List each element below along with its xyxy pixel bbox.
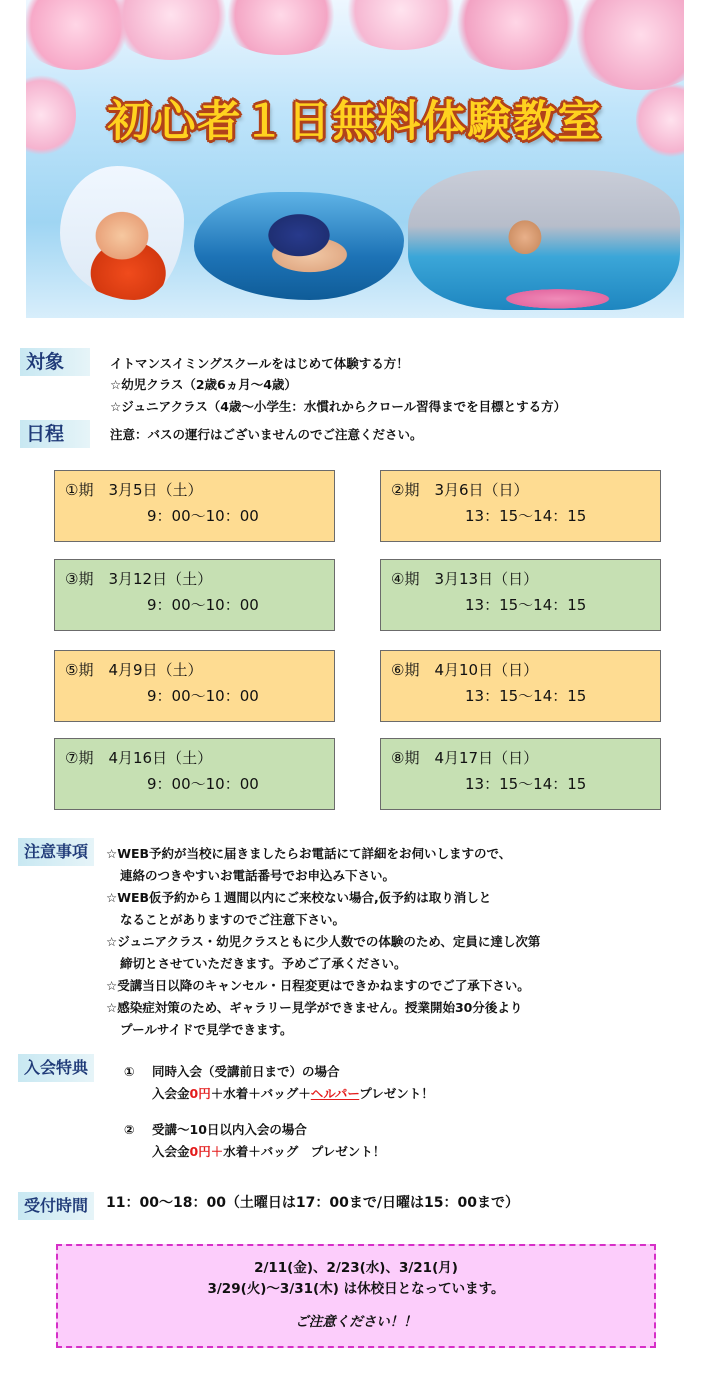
photo-children-at-pool	[408, 170, 680, 310]
hours-label: 受付時間	[18, 1192, 94, 1220]
benefit-2-title: 受講～10日以内入会の場合	[152, 1122, 307, 1137]
benefit-present: プレゼント！	[359, 1086, 434, 1101]
session-period: ⑦期 4月16日（土）	[65, 749, 213, 767]
session-box	[54, 650, 335, 722]
session-period: ④期 3月13日（日）	[391, 570, 539, 588]
cherry-blossom-decoration	[566, 0, 684, 90]
note-line: ☆感染症対策のため、ギャラリー見学ができません。授業開始30分後より	[106, 1000, 523, 1015]
session-box	[380, 650, 661, 722]
closure-dates-line-1: 2/11(金)、2/23(水)、3/21(月)	[254, 1260, 458, 1276]
session-time: 9：00～10：00	[147, 775, 259, 793]
schedule-label: 日程	[20, 420, 90, 448]
benefit-plus: ＋	[210, 1144, 224, 1159]
session-period: ①期 3月5日（土）	[65, 481, 203, 499]
benefit-free-amount: 0円	[189, 1144, 211, 1159]
benefit-entry-fee: 入会金	[152, 1086, 190, 1101]
closure-warning: ご注意ください！！	[295, 1314, 417, 1330]
cherry-blossom-decoration	[446, 0, 586, 70]
session-time: 9：00～10：00	[147, 596, 259, 614]
benefits-label: 入会特典	[18, 1054, 94, 1082]
target-line: イトマンスイミングスクールをはじめて体験する方！	[110, 356, 409, 371]
session-box	[54, 559, 335, 631]
session-time: 13：15～14：15	[465, 775, 587, 793]
note-line: ☆受講当日以降のキャンセル・日程変更はできかねますのでご了承下さい。	[106, 978, 530, 993]
session-box	[380, 738, 661, 810]
session-period: ⑤期 4月9日（土）	[65, 661, 203, 679]
note-line: 締切とさせていただきます。予めご了承ください。	[120, 956, 407, 971]
session-period: ②期 3月6日（日）	[391, 481, 529, 499]
closure-notice-box	[56, 1244, 656, 1348]
target-line: ☆幼児クラス（2歳6ヵ月～4歳）	[110, 377, 297, 392]
target-line: ☆ジュニアクラス（4歳～小学生：水慣れからクロール習得までを目標とする方）	[110, 399, 567, 414]
note-line: ☆WEB予約が当校に届きましたらお電話にて詳細をお伺いしますので、	[106, 846, 512, 861]
benefit-items: ＋水着＋バッグ＋	[210, 1086, 311, 1101]
benefit-1-number: ①	[124, 1064, 135, 1079]
benefit-1-title: 同時入会（受講前日まで）の場合	[152, 1064, 340, 1079]
benefit-present: 水着＋バッグ プレゼント！	[223, 1144, 386, 1159]
note-line: ☆WEB仮予約から１週間以内にご来校ない場合,仮予約は取り消しと	[106, 890, 492, 905]
schedule-note: 注意：バスの運行はございませんのでご注意ください。	[110, 427, 423, 442]
note-line: 連絡のつきやすいお電話番号でお申込み下さい。	[120, 868, 396, 883]
banner-title: 初心者１日無料体験教室	[107, 97, 603, 147]
benefit-2-number: ②	[124, 1122, 135, 1137]
benefit-entry-fee: 入会金	[152, 1144, 190, 1159]
session-box	[380, 559, 661, 631]
session-time: 9：00～10：00	[147, 687, 259, 705]
photo-toddler-with-float	[60, 166, 184, 300]
session-period: ⑥期 4月10日（日）	[391, 661, 539, 679]
session-period: ⑧期 4月17日（日）	[391, 749, 539, 767]
target-label: 対象	[20, 348, 90, 376]
session-time: 9：00～10：00	[147, 507, 259, 525]
photo-child-swimming	[194, 192, 404, 300]
hours-text: 11：00～18：00（土曜日は17：00まで/日曜は15：00まで）	[106, 1195, 519, 1211]
session-time: 13：15～14：15	[465, 687, 587, 705]
session-period: ③期 3月12日（土）	[65, 570, 213, 588]
benefit-1-detail	[152, 1084, 434, 1105]
session-time: 13：15～14：15	[465, 596, 587, 614]
session-box	[54, 470, 335, 542]
benefit-helper: ヘルパー	[310, 1086, 360, 1101]
closure-dates-line-2: 3/29(火)～3/31(木) は休校日となっています。	[207, 1281, 505, 1297]
cherry-blossom-decoration	[216, 0, 346, 55]
benefit-free-amount: 0円	[189, 1086, 211, 1101]
note-line: なることがありますのでご注意下さい。	[120, 912, 346, 927]
session-box	[54, 738, 335, 810]
note-line: ☆ジュニアクラス・幼児クラスともに少人数での体験のため、定員に達し次第	[106, 934, 541, 949]
session-box	[380, 470, 661, 542]
header-banner	[26, 0, 684, 318]
notes-label: 注意事項	[18, 838, 94, 866]
benefit-2-detail	[152, 1142, 385, 1163]
session-time: 13：15～14：15	[465, 507, 587, 525]
note-line: プールサイドで見学できます。	[120, 1022, 293, 1037]
